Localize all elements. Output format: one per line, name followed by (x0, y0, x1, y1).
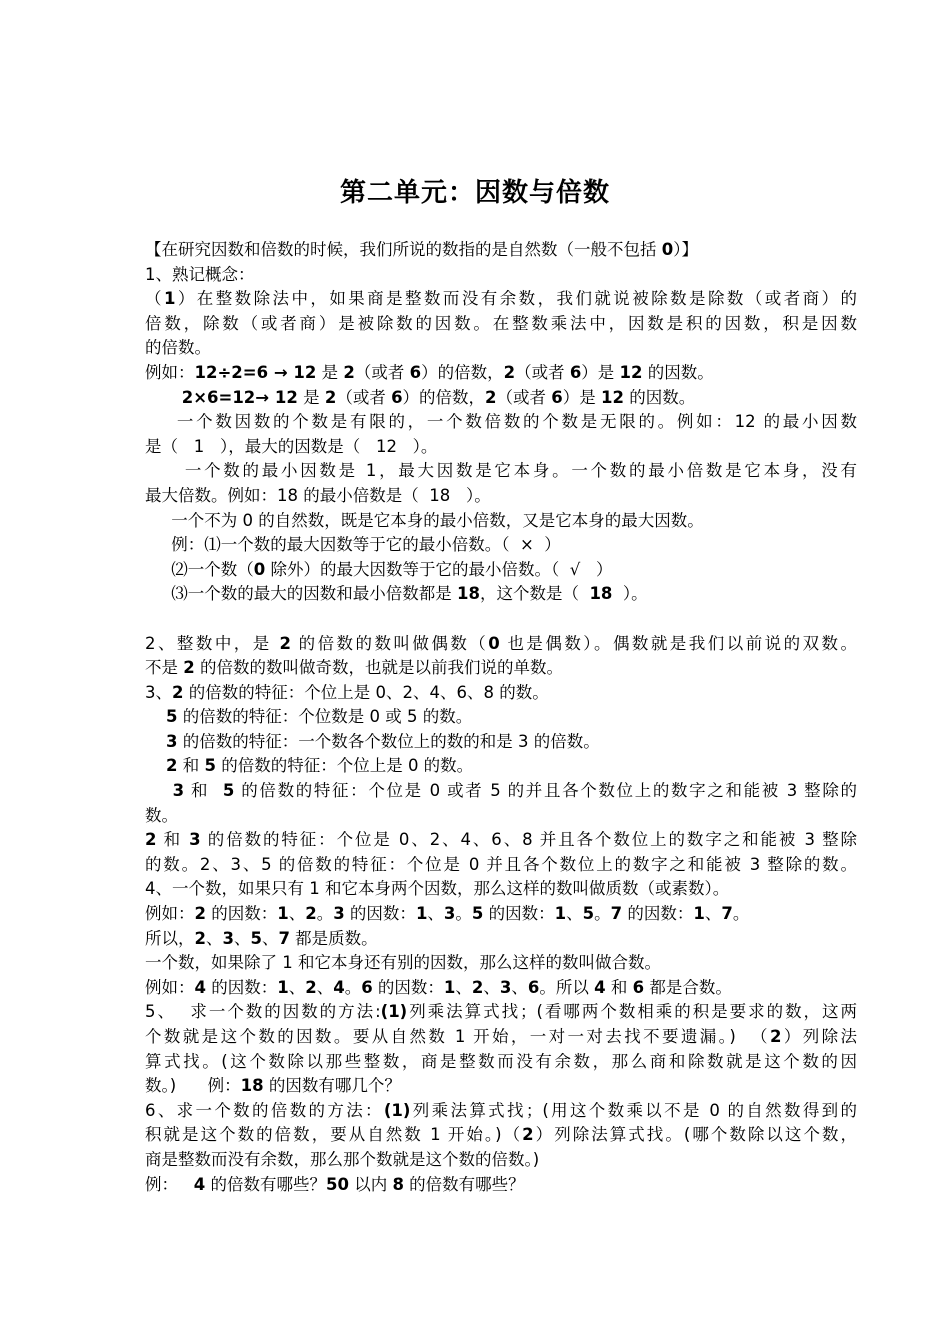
text-segment: 。 (732, 904, 750, 924)
bold-text: 12 (619, 362, 643, 382)
text-segment: 算式找。(这个数除以那些整数，商是整数而没有余数，那么商和除数就是这个数的因 (145, 1051, 857, 1071)
text-segment: 例如： (145, 362, 195, 382)
bold-text: 2 (522, 1125, 534, 1145)
text-segment: 的倍数的特征：个位数是 0 或 5 的数。 (177, 707, 473, 727)
text-line (145, 1173, 857, 1198)
text-segment: 、 (566, 904, 583, 924)
text-segment: 一个数的最小因数是 1，最大因数是它本身。一个数的最小倍数是它本身，没有 (145, 461, 857, 481)
text-segment: 一个数因数的个数是有限的，一个数倍数的个数是无限的。例如：12 的最小因数 (145, 412, 857, 432)
bold-text: 18 (456, 584, 480, 604)
text-line (145, 361, 857, 386)
text-segment: 6、求一个数的倍数的方法： (145, 1100, 384, 1120)
text-segment: 的倍数的数叫做奇数，也就是以前我们说的单数。 (194, 658, 563, 678)
text-segment: 数。 (145, 805, 178, 825)
bold-text: 6 (551, 387, 563, 407)
text-line (145, 435, 857, 460)
text-segment: 一个数，如果除了 1 和它本身还有别的因数，那么这样的数叫做合数。 (145, 953, 661, 973)
text-line (145, 853, 857, 878)
text-segment: 的因数： (344, 904, 416, 924)
text-segment: 的倍数的特征：个位是 0 或者 5 的并且各个数位上的数字之和能被 3 整除的 (234, 781, 857, 801)
bold-text: 1 (554, 904, 567, 924)
text-segment: （或者 (515, 362, 570, 382)
text-segment: 商是整数而没有余数，那么那个数就是这个数的倍数。) (145, 1149, 540, 1169)
text-segment: 倍数，除数（或者商）是被除数的因数。在整数乘法中，因数是积的因数，积是因数 (145, 313, 857, 333)
text-segment: 。 (316, 904, 334, 924)
text-segment: ）】 (673, 240, 698, 259)
bold-text: 1 (277, 904, 289, 924)
bold-text: 2 (183, 658, 195, 678)
text-segment: ⑶一个数的最大的因数和最小倍数都是 (145, 584, 457, 604)
text-segment: 的倍数有哪些？ (205, 1174, 326, 1194)
bold-text: 2 (165, 756, 178, 776)
text-line (145, 263, 857, 288)
bold-text: 5 (471, 904, 484, 924)
text-segment: 2、整数中，是 (145, 633, 280, 653)
text-line (145, 656, 857, 681)
text-segment: ）是 (581, 362, 620, 382)
text-line (145, 828, 857, 853)
bold-text: 3 (333, 904, 345, 924)
bold-text: 6 (632, 977, 645, 997)
text-line (145, 287, 857, 312)
bold-text: 0 (661, 240, 674, 259)
text-line (145, 927, 857, 952)
text-segment: 例如： (145, 904, 195, 924)
text-segment: 。所以 (539, 977, 595, 997)
text-segment: 的倍数有哪些？ (403, 1174, 525, 1194)
text-segment: 、 (427, 904, 444, 924)
text-line (145, 632, 857, 657)
text-line (145, 705, 857, 730)
text-segment: 的因数： (205, 904, 278, 924)
bold-text: 18 (589, 584, 613, 604)
text-line (145, 509, 857, 534)
text-segment: ）列除法 (781, 1027, 857, 1046)
text-segment (145, 732, 166, 751)
bold-text: 5 (250, 928, 262, 948)
text-segment: 例如： (145, 977, 195, 997)
text-segment: 一个不为 0 的自然数，既是它本身的最小倍数，又是它本身的最大因数。 (145, 510, 704, 530)
bold-text: 8 (392, 1174, 404, 1194)
text-line (145, 1074, 857, 1099)
text-segment: ）。 (612, 584, 648, 604)
text-segment: 是 (316, 362, 344, 382)
bold-text: 6 (361, 977, 373, 997)
text-segment: 的因数： (205, 977, 278, 997)
bold-text: 6 (409, 362, 422, 382)
text-segment: 的因数有哪几个？ (263, 1076, 401, 1096)
text-segment: 。 (594, 904, 611, 924)
bold-text: 2 (485, 387, 497, 407)
bold-text: 18 (240, 1076, 264, 1096)
text-segment: 的倍数的特征：个位上是 0 的数。 (215, 756, 474, 776)
text-segment: 的倍数的数叫做偶数（ (290, 633, 489, 653)
bold-text: 6 (527, 977, 540, 997)
text-segment: 的因数。 (642, 362, 714, 382)
bold-text: 3 (499, 977, 512, 997)
text-segment: ⑵一个数（ (145, 559, 254, 579)
text-segment: 除外）的最大因数等于它的最小倍数。（ √ ） (265, 559, 613, 579)
document-body (145, 238, 857, 1197)
text-line (145, 238, 857, 263)
text-segment: 4、一个数，如果只有 1 和它本身两个因数，那么这样的数叫做质数（或素数）。 (145, 879, 730, 899)
bold-text: 4 (333, 977, 345, 997)
text-segment: 、 (288, 977, 306, 997)
text-segment: 的因数： (622, 904, 694, 924)
text-segment: 、 (704, 904, 722, 924)
bold-text: 7 (278, 928, 290, 948)
text-segment: 是（ 1 ），最大的因数是（ 12 ）。 (145, 436, 438, 456)
text-segment: 【在研究因数和倍数的时候，我们所说的数指的是自然数（一般不包括 (145, 240, 662, 259)
text-segment: 的倍数的特征：个位是 0、2、4、6、8 并且各个数位上的数字之和能被 3 整除 (200, 830, 857, 850)
text-line (145, 1050, 857, 1075)
text-segment: （ (145, 289, 164, 309)
text-line (145, 1123, 857, 1148)
text-segment: （或者 (336, 387, 392, 407)
page-title: 第二单元：因数与倍数 (339, 178, 610, 208)
text-line (145, 754, 857, 779)
bold-text: 1 (415, 904, 428, 924)
text-line (145, 804, 857, 829)
bold-text: 3 (172, 781, 185, 801)
text-segment: 数。) 例： (145, 1076, 241, 1096)
text-segment: ）的倍数， (402, 387, 486, 407)
text-line (145, 976, 857, 1001)
bold-text: 5 (204, 756, 216, 776)
text-line (145, 730, 857, 755)
text-segment: 也是偶数）。偶数就是我们以前说的双数。 (499, 633, 857, 653)
bold-text: 1 (693, 904, 705, 924)
text-segment: ）的倍数， (421, 362, 504, 382)
bold-text: 2 (343, 362, 355, 382)
text-line (145, 410, 857, 435)
bold-text: 1 (163, 289, 176, 309)
text-segment: 列乘法算式找；(用这个数乘以不是 0 的自然数得到的 (410, 1100, 857, 1120)
bold-text: 7 (610, 904, 623, 924)
text-line (145, 902, 857, 927)
text-segment: 例：⑴一个数的最大因数等于它的最小倍数。（ × ） (145, 535, 561, 555)
bold-text: 4 (594, 977, 606, 997)
bold-text: 50 (325, 1174, 349, 1194)
text-segment: 例： (145, 1174, 194, 1194)
text-segment: 。 (344, 977, 362, 997)
text-segment (145, 781, 173, 800)
bold-text: 2 (194, 928, 206, 948)
bold-text: 6 (569, 362, 582, 382)
text-segment: 的因数。 (623, 387, 696, 407)
text-line (145, 1148, 857, 1173)
text-segment: 的倍数的特征：个位上是 0、2、4、6、8 的数。 (183, 682, 549, 702)
text-segment: 。 (455, 904, 472, 924)
text-segment: （或者 (354, 362, 410, 382)
bold-text: 3 (222, 928, 234, 948)
bold-text: 2 (305, 904, 317, 924)
text-segment: 的因数： (483, 904, 555, 924)
text-line (145, 1025, 857, 1050)
bold-text: 0 (253, 559, 266, 579)
text-line (145, 312, 857, 337)
text-segment: 1、熟记概念： (145, 264, 255, 284)
text-segment: 列乘法算式找；(看哪两个数相乘的积是要求的数，这两 (407, 1002, 858, 1022)
text-segment: 所以， (145, 928, 195, 948)
bold-text: 1 (443, 977, 456, 997)
bold-text: 1 (277, 977, 289, 997)
text-line (145, 681, 857, 706)
text-line (145, 951, 857, 976)
text-line (145, 336, 857, 361)
text-segment: 的因数： (372, 977, 444, 997)
bold-text: 2 (324, 387, 337, 407)
bold-text: 3 (165, 731, 178, 751)
bold-text: 2 (194, 904, 206, 924)
text-segment (145, 707, 166, 726)
text-line (145, 582, 857, 607)
text-segment: 和 (605, 977, 633, 997)
text-line (145, 484, 857, 509)
text-segment: 、 (261, 928, 279, 948)
text-segment: 和 (156, 830, 190, 850)
bold-text: 0 (488, 633, 500, 653)
text-segment: 、 (483, 977, 500, 997)
text-segment: 和 (184, 781, 223, 801)
text-line (145, 1099, 857, 1124)
bold-text: 2 (471, 977, 484, 997)
bold-text: 6 (391, 387, 403, 407)
text-segment: ）列除法算式找。(哪个数除以这个数， (533, 1125, 857, 1145)
bold-text: 4 (194, 977, 206, 997)
bold-text: 2 (172, 682, 184, 702)
bold-text: 7 (721, 904, 733, 924)
text-segment: 、 (233, 928, 251, 948)
text-segment: 、 (455, 977, 472, 997)
bold-text: (1) (380, 1002, 408, 1022)
text-segment: 、 (288, 904, 306, 924)
text-line (145, 877, 857, 902)
text-line (145, 533, 857, 558)
bold-text: 4 (193, 1174, 206, 1194)
text-segment: 的倍数的特征：一个数各个数位上的数的和是 3 的倍数。 (177, 731, 600, 751)
bold-text: 12 (601, 387, 624, 407)
text-segment: 不是 (145, 658, 184, 678)
text-segment: 3、 (145, 682, 172, 702)
text-segment: 、 (205, 928, 223, 948)
bold-text: 5 (222, 781, 235, 801)
text-segment (145, 388, 182, 407)
text-line (145, 459, 857, 484)
text-segment: 都是质数。 (289, 928, 378, 948)
blank-line (145, 607, 857, 632)
text-segment: （或者 (496, 387, 552, 407)
text-segment: 个数就是这个数的因数。要从自然数 1 开始，一对一对去找不要遗漏。) （ (145, 1027, 770, 1046)
text-segment: 以内 (348, 1174, 393, 1194)
bold-text: 5 (582, 904, 595, 924)
text-segment: 和 (177, 756, 205, 776)
text-segment: 积就是这个数的倍数，要从自然数 1 开始。)（ (145, 1125, 523, 1145)
text-segment: ，这个数是（ (479, 584, 590, 604)
bold-text: 2 (503, 362, 516, 382)
text-segment (145, 756, 166, 775)
text-line (145, 386, 857, 411)
bold-text: (1) (383, 1100, 411, 1120)
bold-text: 3 (189, 830, 201, 850)
bold-text: 12÷2=6 → 12 (194, 362, 317, 382)
text-line (145, 1000, 857, 1025)
text-segment: ）在整数除法中，如果商是整数而没有余数，我们就说被除数是除数（或者商）的 (175, 289, 858, 309)
text-segment: 的数。2、3、5 的倍数的特征：个位是 0 并且各个数位上的数字之和能被 3 整除的数。 (145, 854, 857, 874)
bold-text: 2 (279, 633, 291, 653)
bold-text: 2 (305, 977, 317, 997)
text-segment: 5、 求一个数的因数的方法: (145, 1002, 381, 1022)
bold-text: 2 (769, 1027, 782, 1046)
bold-text: 2×6=12→ 12 (181, 387, 298, 407)
text-segment: 、 (316, 977, 334, 997)
text-segment: 的倍数。 (145, 338, 211, 358)
text-line (145, 779, 857, 804)
bold-text: 2 (145, 830, 157, 850)
text-segment: 最大倍数。例如：18 的最小倍数是（ 18 ）。 (145, 485, 491, 505)
text-segment: 都是合数。 (644, 977, 732, 997)
text-segment: 、 (511, 977, 528, 997)
text-segment: 是 (297, 387, 325, 407)
text-line (145, 558, 857, 583)
text-segment: ）是 (562, 387, 602, 407)
bold-text: 5 (165, 707, 178, 727)
bold-text: 3 (443, 904, 456, 924)
